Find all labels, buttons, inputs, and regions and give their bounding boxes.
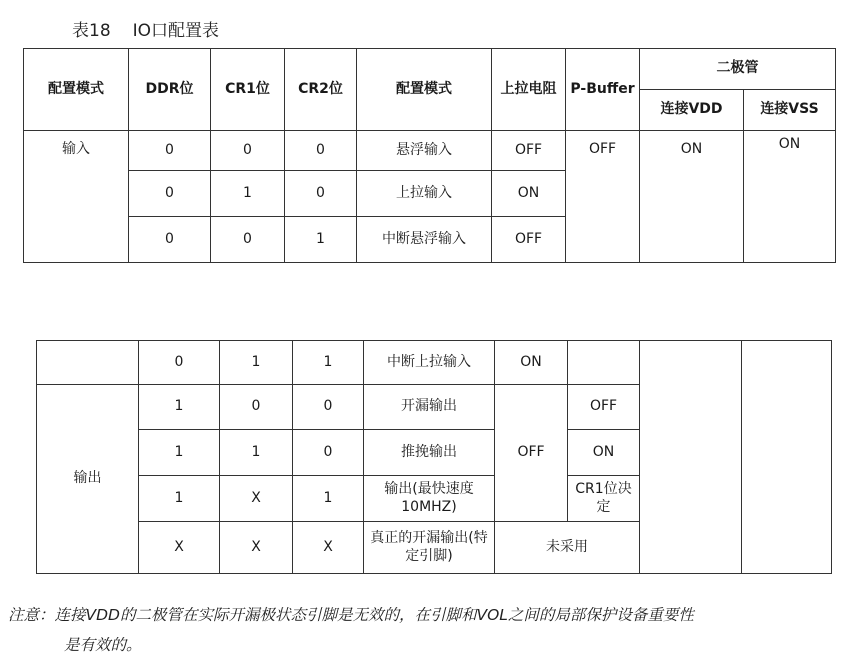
table-row <box>37 341 832 385</box>
header-ddr: DDR位 <box>129 49 211 131</box>
header-cr1: CR1位 <box>211 49 285 131</box>
cell-cr2: 1 <box>293 341 364 385</box>
footnote <box>8 600 858 660</box>
cell-cr1: X <box>220 476 293 522</box>
cell-unused: 未采用 <box>495 522 640 574</box>
caption-number: 表18 <box>72 21 111 41</box>
group-input-label: 输入 <box>24 131 129 263</box>
cell-cr1: 1 <box>220 341 293 385</box>
cell-mode: 真正的开漏输出(特定引脚) <box>364 522 495 574</box>
table-row <box>24 131 836 171</box>
cell-cr2: 0 <box>293 385 364 430</box>
cell-pullup-output: OFF <box>495 385 568 522</box>
cell-empty-mode <box>37 341 139 385</box>
cell-cr2: 0 <box>285 171 357 217</box>
cell-ddr: X <box>139 522 220 574</box>
cell-pbuffer: OFF <box>568 385 640 430</box>
cell-cr1: 0 <box>211 217 285 263</box>
header-pullup: 上拉电阻 <box>492 49 566 131</box>
header-vss: 连接VSS <box>744 90 836 131</box>
header-cr2: CR2位 <box>285 49 357 131</box>
cell-cr2: 0 <box>285 131 357 171</box>
cell-ddr: 1 <box>139 385 220 430</box>
cell-vdd-input: ON <box>640 131 744 263</box>
cell-cr1: 0 <box>220 385 293 430</box>
cell-vss-input: ON <box>744 131 836 263</box>
cell-cr2: X <box>293 522 364 574</box>
cell-pullup: OFF <box>492 131 566 171</box>
cell-mode: 上拉输入 <box>357 171 492 217</box>
cell-pullup: ON <box>495 341 568 385</box>
cell-mode: 推挽输出 <box>364 430 495 476</box>
cell-ddr: 0 <box>129 131 211 171</box>
cell-empty-pbuffer <box>568 341 640 385</box>
header-vdd: 连接VDD <box>640 90 744 131</box>
caption-title: IO口配置表 <box>132 21 220 41</box>
cell-cr1: X <box>220 522 293 574</box>
cell-ddr: 0 <box>129 171 211 217</box>
cell-ddr: 0 <box>129 217 211 263</box>
table-caption <box>72 16 219 41</box>
cell-mode: 悬浮输入 <box>357 131 492 171</box>
cell-ddr: 0 <box>139 341 220 385</box>
cell-mode: 中断上拉输入 <box>364 341 495 385</box>
cell-pullup: OFF <box>492 217 566 263</box>
header-config-mode: 配置模式 <box>24 49 129 131</box>
cell-cr2: 0 <box>293 430 364 476</box>
cell-cr1: 1 <box>220 430 293 476</box>
cell-empty-vss <box>742 341 832 574</box>
cell-cr1: 1 <box>211 171 285 217</box>
header-pbuffer: P-Buffer <box>566 49 640 131</box>
cell-ddr: 1 <box>139 476 220 522</box>
cell-cr2: 1 <box>285 217 357 263</box>
header-config-mode-2: 配置模式 <box>357 49 492 131</box>
header-diode: 二极管 <box>640 49 836 90</box>
cell-pbuffer-input: OFF <box>566 131 640 263</box>
io-config-table-part2 <box>36 340 832 574</box>
cell-pbuffer: ON <box>568 430 640 476</box>
cell-ddr: 1 <box>139 430 220 476</box>
cell-mode: 开漏输出 <box>364 385 495 430</box>
cell-empty-vdd <box>640 341 742 574</box>
footnote-line-1: 注意：连接VDD的二极管在实际开漏极状态引脚是无效的，在引脚和VOL之间的局部保护设备重要性 <box>8 606 694 624</box>
cell-cr2: 1 <box>293 476 364 522</box>
io-config-table-part1 <box>23 48 836 263</box>
cell-pbuffer: CR1位决定 <box>568 476 640 522</box>
footnote-line-2: 是有效的。 <box>64 636 142 654</box>
cell-cr1: 0 <box>211 131 285 171</box>
cell-mode: 中断悬浮输入 <box>357 217 492 263</box>
cell-mode: 输出(最快速度10MHZ) <box>364 476 495 522</box>
cell-pullup: ON <box>492 171 566 217</box>
group-output-label: 输出 <box>37 385 139 574</box>
